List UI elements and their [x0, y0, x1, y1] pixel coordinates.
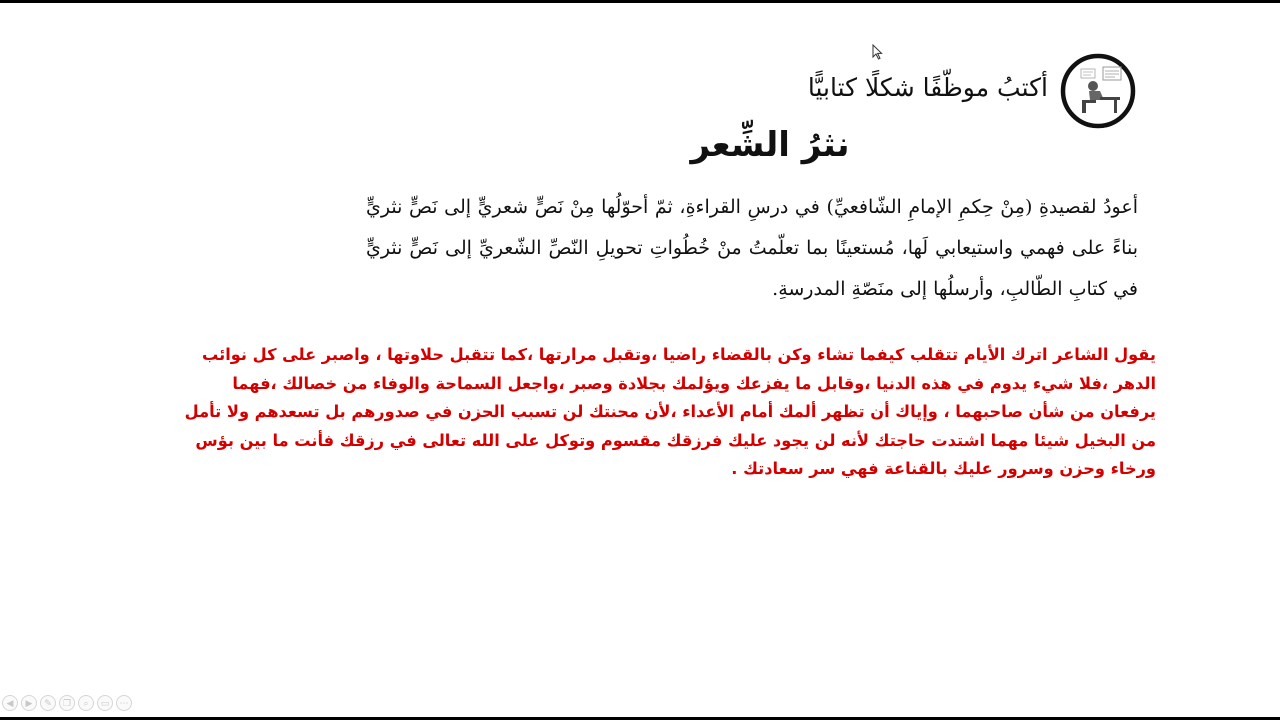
presentation-slide — [0, 3, 1280, 717]
lesson-title: نثرُ الشِّعر — [690, 125, 850, 165]
pen-tool-icon[interactable]: ✎ — [40, 695, 56, 711]
zoom-icon[interactable]: ⌕ — [78, 695, 94, 711]
prose-answer-text: يقول الشاعر اترك الأيام تتقلب كيفما تشاء وكن بالقضاء راضيا ،وتقبل مرارتها ،كما تتقبل حلاوتها ، واصبر على كل نوائب الدهر ،فلا شيء يدوم في هذه الدنيا ،وقابل ما يفزعك ويؤلمك بجلادة وصبر ،واجعل السماحة والوفاء من خصالك ،فهما يرفعان من شأن صاحبهما ، وإياك أن تظهر ألمك أمام الأعداء ،لأن محنتك لن تسبب الحزن في صدورهم بل تسعدهم ولا تأمل من البخيل شيئا مهما اشتدت حاجتك لأنه لن يجود عليك فرزقك مقسوم وتوكل على الله تعالى في رزقك فأنت ما بين بؤس ورخاء وحزن وسرور عليك بالقناعة فهي سر سعادتك . — [184, 345, 1156, 478]
slideshow-controls — [2, 695, 132, 711]
mouse-pointer-icon — [872, 44, 884, 60]
next-slide-icon[interactable]: ▶ — [21, 695, 37, 711]
more-options-icon[interactable]: ⋯ — [116, 695, 132, 711]
task-instructions: أعودُ لقصيدةِ (مِنْ حِكمِ الإمامِ الشّافعيِّ) في درسِ القراءةِ، ثمّ أحوّلُها مِنْ نَصٍّ شعريٍّ إلى نَصٍّ نثريٍّ بناءً على فهمي واستيعابي لَها، مُستعينًا بما تعلّمتُ منْ خُطُواتِ تحويلِ النّصِّ الشّعريِّ إلى نَصٍّ نثريٍّ في كتابِ الطّالبِ، وأرسلُها إلى منَصّةِ المدرسةِ. — [366, 196, 1138, 300]
copy-slide-icon[interactable]: ❐ — [59, 695, 75, 711]
student-writing-at-desk-icon — [1060, 53, 1136, 129]
activity-heading: أكتبُ موظّفًا شكلًا كتابيًّا — [807, 73, 1048, 102]
slide-view-icon[interactable]: ▭ — [97, 695, 113, 711]
previous-slide-icon[interactable]: ◀ — [2, 695, 18, 711]
